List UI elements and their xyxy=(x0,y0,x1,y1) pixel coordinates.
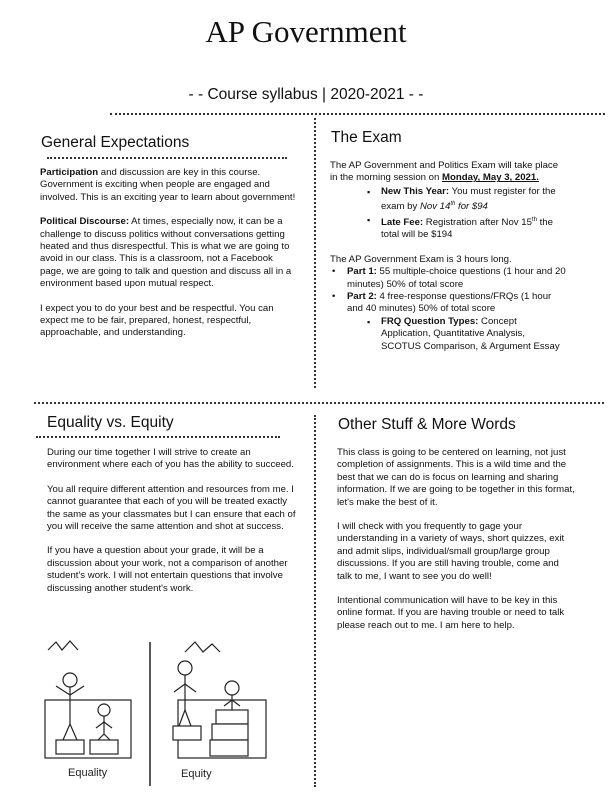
equity-paragraph-2: You all require different attention and resources from me. I cannot guarantee that each of you will be treated exactly the same as your classmates but I can ensure that each of you will receive the same attention and shot at success. xyxy=(47,483,296,533)
exam-length: The AP Government Exam is 3 hours long. xyxy=(330,253,512,265)
other-stuff-body xyxy=(337,447,575,632)
other-paragraph-2: I will check with you frequently to gage your understanding in a variety of ways, short quizzes, exit and admit slips, individual/small group/large group discussions. If you are still having trouble, come and talk to me, I want to see you do well! xyxy=(337,521,565,582)
new-this-year-item: ▪ New This Year: You must register for the exam by Nov 14th for $94 xyxy=(330,186,566,214)
expectations-paragraph: I expect you to do your best and be respectful. You can expect me to be fair, prepared, honest, respectful, approachable, and understanding. xyxy=(40,302,274,339)
late-fee-item: ▪ Late Fee: Registration after Nov 15th the total will be $194 xyxy=(330,214,566,242)
equity-short-figure xyxy=(225,681,239,695)
political-discourse-paragraph: Political Discourse: At times, especially now, it can be a challenge to discuss politics without conversations getting heated and thus disrespectful. This is what we are going to avoid in our class. This is a classroom, not a Facebook page, we are going to talk and question and discuss all in a environment based upon mutual respect. xyxy=(40,216,292,290)
equity-heading-underline xyxy=(36,436,280,438)
general-expectations-body xyxy=(40,167,298,340)
exam-intro: The AP Government and Politics Exam will take place in the morning session on Monday, May 3, 2021. xyxy=(330,160,559,184)
exam-part-2: • Part 2: 4 free-response questions/FRQs (1 hour and 40 minutes) 50% of total score xyxy=(330,291,566,316)
equity-paragraph-3: If you have a question about your grade, it will be a discussion about your work, not a comparison of another student's work. I will not entertain questions that involve discussing another student's work. xyxy=(47,545,288,594)
other-paragraph-3: Intentional communication will have to be key in this online format. If you are having trouble or need to talk please reach out to me. I am here to help. xyxy=(337,595,565,631)
frq-types-item: ▪ FRQ Question Types: Concept Application, Quantitative Analysis, SCOTUS Comparison, & Argument Essay xyxy=(330,316,566,353)
row-divider xyxy=(34,402,604,404)
page-title: AP Government xyxy=(205,14,407,49)
equity-tall-figure xyxy=(178,661,192,675)
participation-paragraph: Participation and discussion are key in this course. Government is exciting when people are engaged and involved. This is an exciting year to learn about government! xyxy=(40,167,296,203)
header-divider xyxy=(110,113,605,115)
general-heading-underline xyxy=(47,157,287,159)
page-subtitle: - - Course syllabus | 2020-2021 - - xyxy=(188,86,424,103)
equity-label: Equity xyxy=(181,768,212,780)
equality-equity-body xyxy=(47,447,297,595)
equity-paragraph-1: During our time together I will strive to create an environment where each of you has the ability to succeed. xyxy=(47,447,294,471)
column-divider-top xyxy=(314,118,316,388)
column-divider-bottom xyxy=(314,415,316,787)
other-stuff-heading: Other Stuff & More Words xyxy=(338,416,516,433)
general-expectations-heading: General Expectations xyxy=(41,134,190,151)
equality-label: Equality xyxy=(68,767,108,779)
exam-part-1: • Part 1: 55 multiple-choice questions (1 hour and 20 minutes) 50% of total score xyxy=(330,266,566,291)
other-paragraph-1: This class is going to be centered on learning, not just completion of assignments. This is a wild time and the best that we can do is focus on learning and sharing information. If we are going to be together in this format, let's make the best of it. xyxy=(337,447,575,508)
equality-short-figure xyxy=(98,704,110,716)
equality-equity-illustration xyxy=(40,640,302,788)
exam-body xyxy=(330,160,566,353)
exam-heading: The Exam xyxy=(331,129,402,146)
exam-date: Monday, May 3, 2021. xyxy=(442,172,539,184)
equality-equity-heading: Equality vs. Equity xyxy=(47,414,174,431)
equality-tall-figure xyxy=(63,673,77,687)
